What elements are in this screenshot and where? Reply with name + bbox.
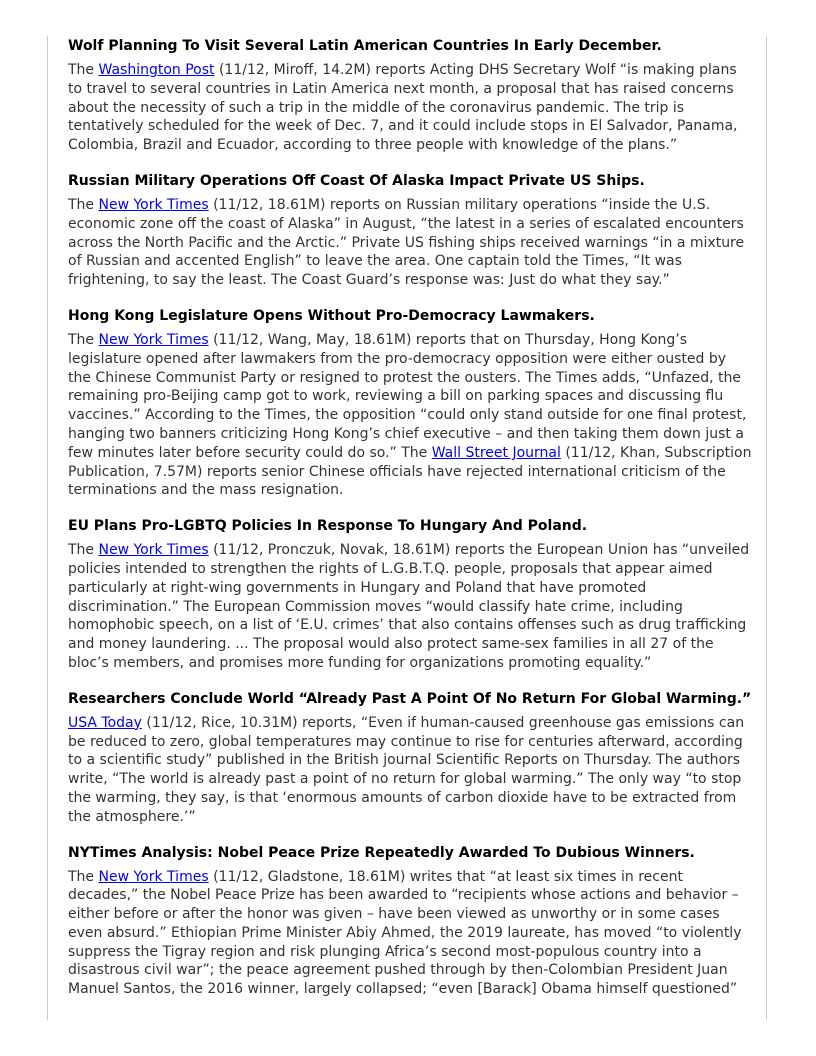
- source-link-washington-post[interactable]: Washington Post: [98, 62, 215, 78]
- article-nobel-peace-prize: [68, 843, 752, 1000]
- article-russian-military-alaska: [68, 171, 752, 290]
- article-body: The New York Times (11/12, Wang, May, 18.61M) reports that on Thursday, Hong Kong’s legislature opened after lawmakers from the pro-democracy opposition were either ousted by the Chinese Communist Party or resigned to protest the ousters. The Times adds, “Unfazed, the remaining pro-Beijing camp got to work, reviewing a bill on parking spaces and discussing flu vaccines.” According to the Times, the opposition “could only stand outside for one final protest, hanging two banners criticizing Hong Kong’s chief executive – and then taking them down just a few minutes later before security could do so.” The Wall Street Journal (11/12, Khan, Subscription Publication, 7.57M) reports senior Chinese officials have rejected international criticism of the terminations and the mass resignation.: [68, 331, 752, 499]
- article-body: The New York Times (11/12, Pronczuk, Novak, 18.61M) reports the European Union has “unveiled policies intended to strengthen the rights of L.G.B.T.Q. people, proposals that appear aimed particularly at right-wing governments in Hungary and Poland that have promoted discrimination.” The European Commission moves “would classify hate crime, including homophobic speech, on a list of ‘E.U. crimes’ that also contains offenses such as drug trafficking and money laundering. ... The proposal would also protect same-sex families in all 27 of the bloc’s members, and promises more funding for organizations promoting equality.”: [68, 542, 750, 671]
- source-link-new-york-times[interactable]: New York Times: [98, 331, 209, 348]
- article-headline: Hong Kong Legislature Opens Without Pro-Democracy Lawmakers.: [68, 307, 595, 324]
- article-headline: Russian Military Operations Off Coast Of Alaska Impact Private US Ships.: [68, 172, 645, 189]
- article-wolf-latin-america: [68, 36, 752, 155]
- article-body: The Washington Post (11/12, Miroff, 14.2M) reports Acting DHS Secretary Wolf “is making plans to travel to several countries in Latin America next month, a proposal that has raised concerns about the necessity of such a trip in the middle of the coronavirus pandemic. The trip is tentatively scheduled for the week of Dec. 7, and it could include stops in El Salvador, Panama, Colombia, Brazil and Ecuador, according to three people with knowledge of the plans.”: [68, 62, 738, 154]
- article-body: The New York Times (11/12, 18.61M) reports on Russian military operations “inside the U.S. economic zone off the coast of Alaska” in August, “the latest in a series of escalated encounters across the North Pacific and the Arctic.” Private US fishing ships received warnings “in a mixture of Russian and accented English” to leave the area. One captain told the Times, “It was frightening, to say the least. The Coast Guard’s response was: Just do what they say.”: [68, 196, 745, 289]
- news-content: [68, 36, 752, 1015]
- article-headline: Researchers Conclude World “Already Past A Point Of No Return For Global Warming.”: [68, 690, 752, 707]
- article-headline: Wolf Planning To Visit Several Latin American Countries In Early December.: [68, 38, 662, 54]
- article-body: The New York Times (11/12, Gladstone, 18.61M) writes that “at least six times in recent decades,” the Nobel Peace Prize has been awarded to “recipients whose actions and behavior – either before or after the honor was given – have been viewed as unworthy or in some cases even absurd.” Ethiopian Prime Minister Abiy Ahmed, the 2019 laureate, has moved “to violently suppress the Tigray region and risk plunging Africa’s second most-populous country into a disastrous civil war”; the peace agreement pushed through by then-Colombian President Juan Manuel Santos, the 2016 winner, largely collapsed; “even [Barack] Obama himself questioned”: [68, 868, 742, 998]
- article-headline: NYTimes Analysis: Nobel Peace Prize Repeatedly Awarded To Dubious Winners.: [68, 844, 695, 861]
- article-body: USA Today (11/12, Rice, 10.31M) reports, “Even if human-caused greenhouse gas emissions can be reduced to zero, global temperatures may continue to rise for centuries afterward, according to a scientific study” published in the British journal Scientific Reports on Thursday. The authors write, “The world is already past a point of no return for global warming.” The only way “to stop the warming, they say, is that ‘enormous amounts of carbon dioxide have to be extracted from the atmosphere.’”: [68, 714, 745, 825]
- source-link-new-york-times[interactable]: New York Times: [98, 196, 209, 213]
- source-link-wall-street-journal[interactable]: Wall Street Journal: [431, 444, 561, 461]
- source-link-usa-today[interactable]: USA Today: [68, 714, 142, 731]
- article-hong-kong-legislature: [68, 306, 752, 500]
- article-eu-lgbtq-policies: [68, 516, 752, 673]
- source-link-new-york-times[interactable]: New York Times: [98, 868, 209, 885]
- source-link-new-york-times[interactable]: New York Times: [98, 542, 209, 559]
- article-global-warming: [68, 689, 752, 827]
- article-headline: EU Plans Pro-LGBTQ Policies In Response To Hungary And Poland.: [68, 518, 588, 535]
